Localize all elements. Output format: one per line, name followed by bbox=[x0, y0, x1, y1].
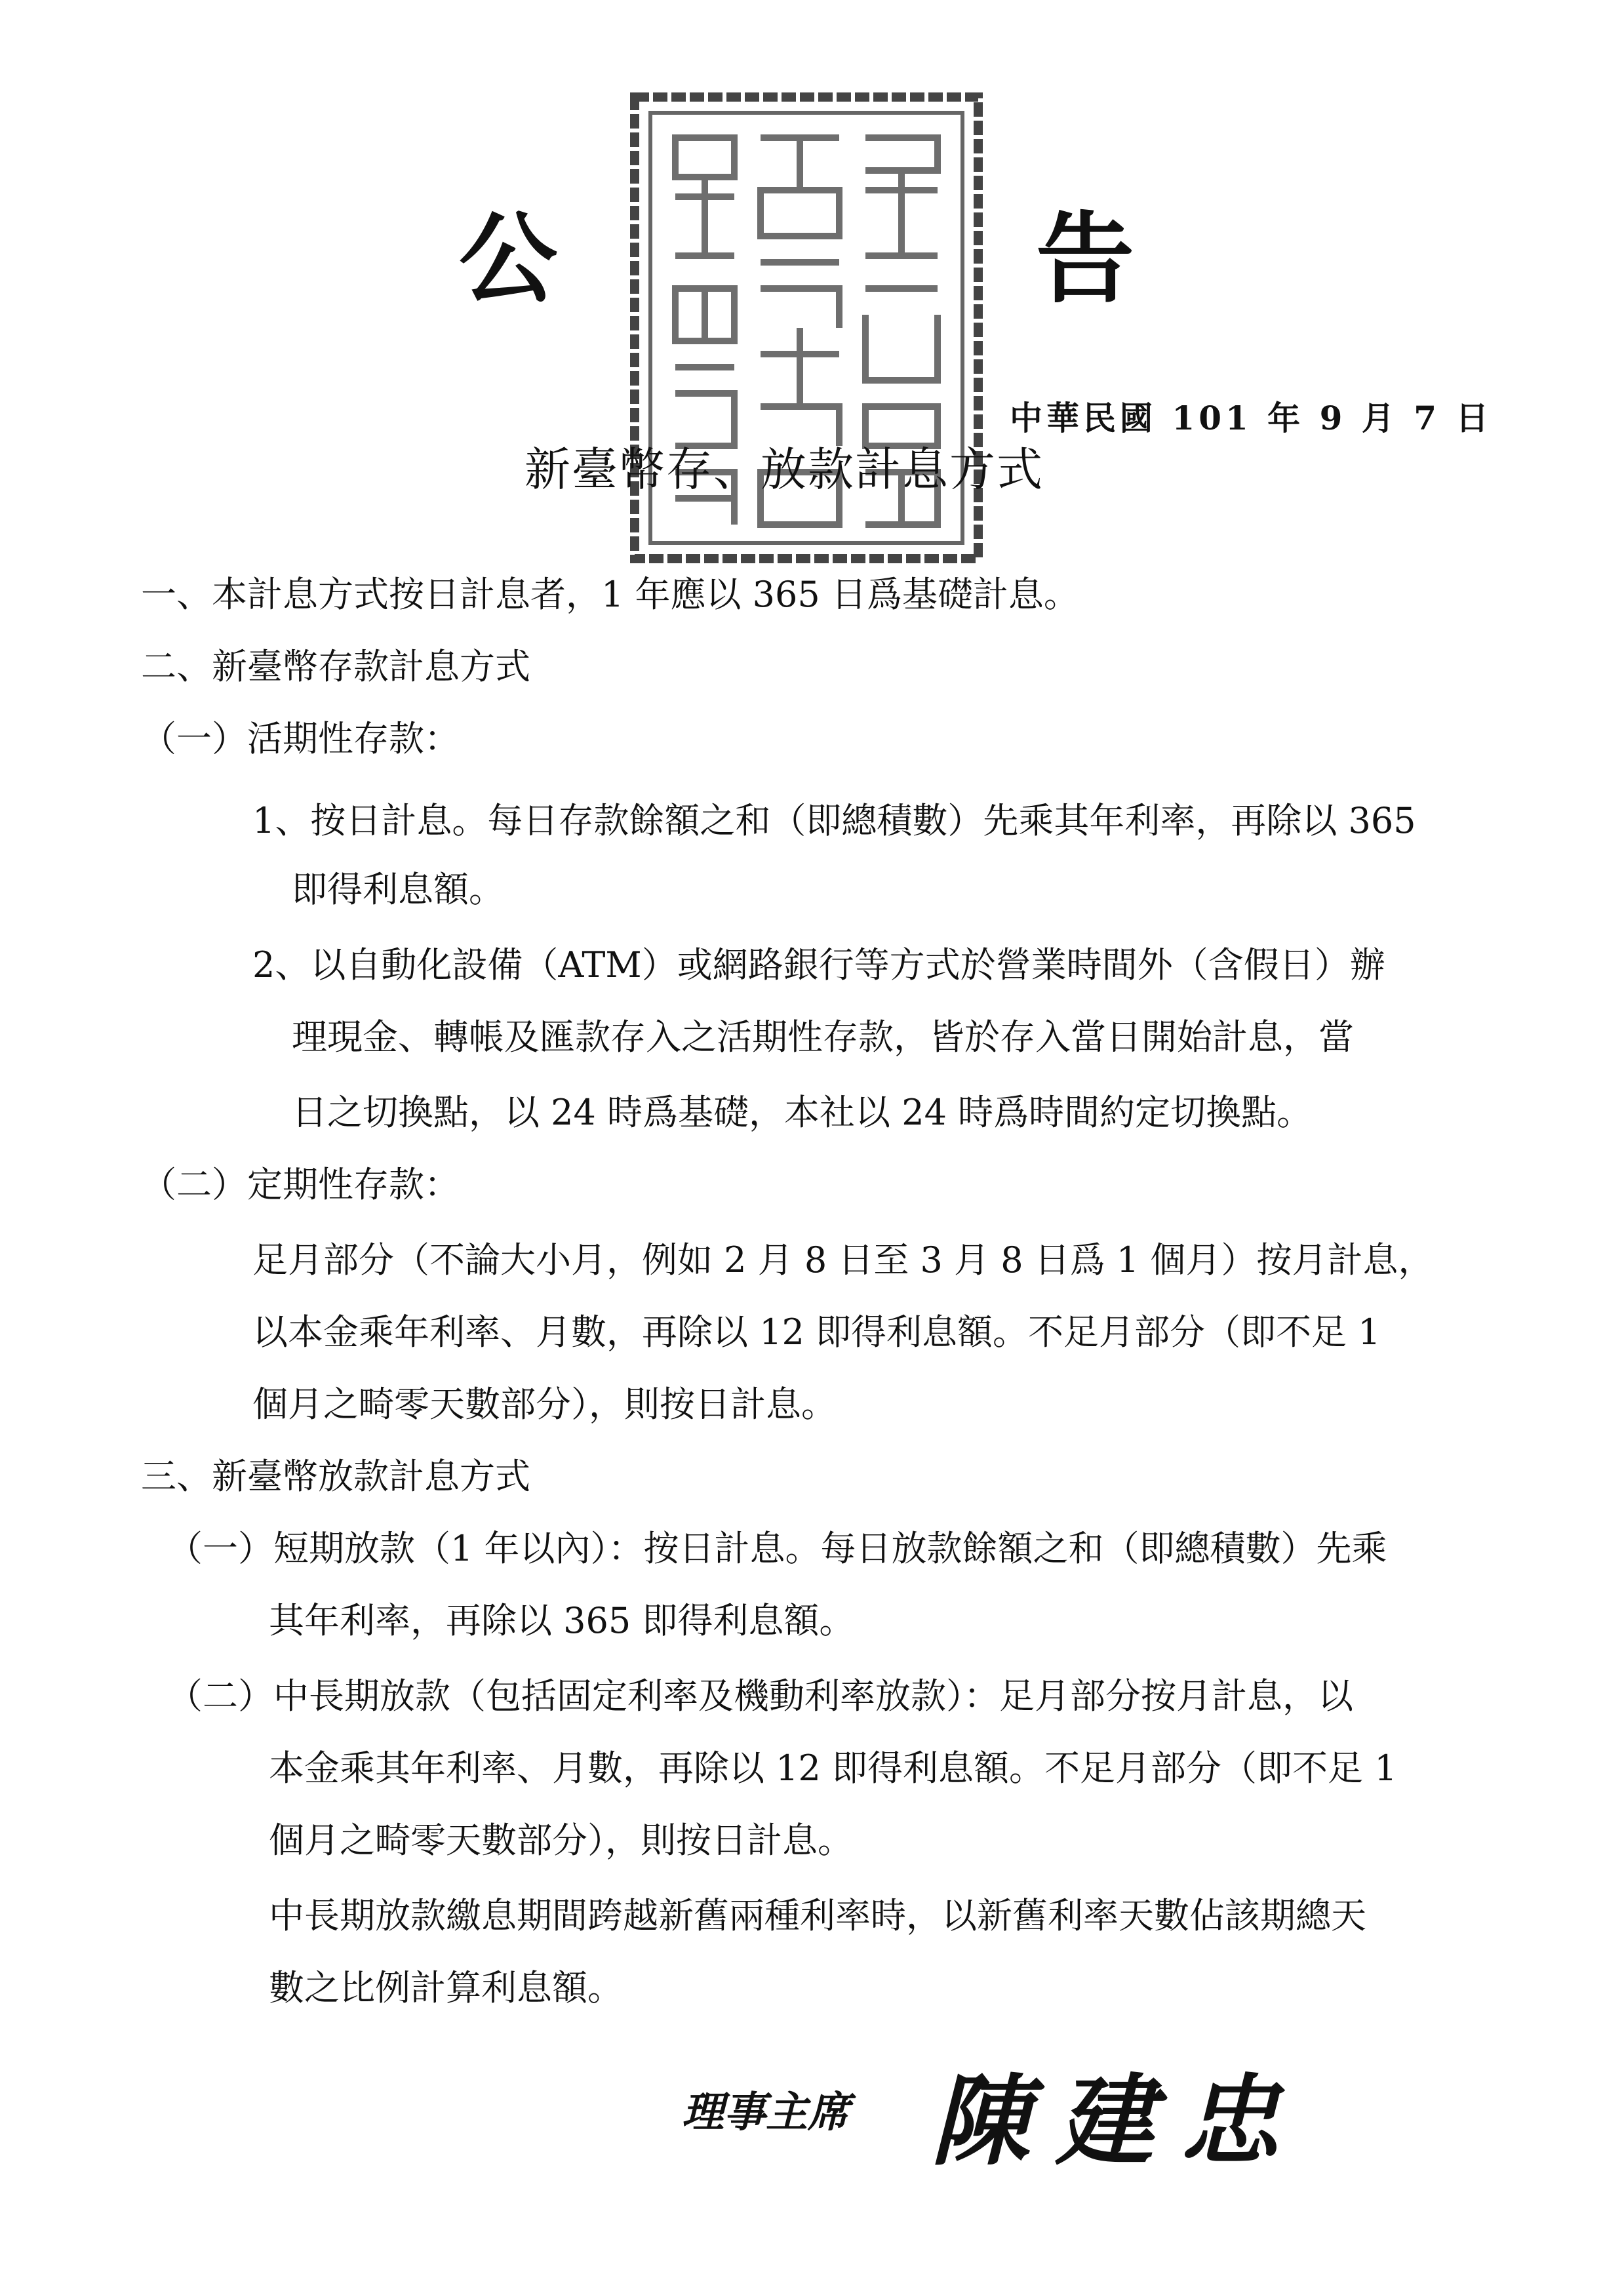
paragraph-line: 日之切換點，以 24 時爲基礎，本社以 24 時爲時間約定切換點。 bbox=[292, 1092, 1313, 1133]
paragraph-line: 本金乘其年利率、月數，再除以 12 即得利息額。不足月部分（即不足 1 bbox=[269, 1747, 1397, 1789]
notice-title-char-left: 公 bbox=[459, 201, 558, 317]
subsection-long-term-loan: （二）中長期放款（包括固定利率及機動利率放款）：足月部分按月計息，以 bbox=[167, 1675, 1353, 1717]
paragraph-line: 個月之畸零天數部分），則按日計息。 bbox=[252, 1384, 837, 1425]
subsection-time-deposit-heading: （二）定期性存款： bbox=[141, 1164, 460, 1205]
signatory-title: 理事主席 bbox=[682, 2088, 850, 2137]
subsection-demand-deposit-heading: （一）活期性存款： bbox=[141, 718, 460, 759]
paragraph-line: 足月部分（不論大小月，例如 2 月 8 日至 3 月 8 日爲 1 個月）按月計息， bbox=[252, 1239, 1434, 1281]
paragraph-line: 理現金、轉帳及匯款存入之活期性存款，皆於存入當日開始計息，當 bbox=[292, 1016, 1354, 1058]
paragraph-line: 中長期放款繳息期間跨越新舊兩種利率時，以新舊利率天數佔該期總天 bbox=[269, 1895, 1366, 1936]
notice-title-char-right: 告 bbox=[1036, 201, 1135, 317]
paragraph-line: 個月之畸零天數部分），則按日計息。 bbox=[269, 1820, 853, 1861]
section-3-heading: 三、新臺幣放款計息方式 bbox=[141, 1456, 530, 1497]
paragraph-line: 其年利率，再除以 365 即得利息額。 bbox=[269, 1600, 855, 1641]
paragraph-line: 1、按日計息。每日存款餘額之和（即總積數）先乘其年利率，再除以 365 bbox=[252, 800, 1416, 841]
subsection-short-term-loan: （一）短期放款（1 年以內）：按日計息。每日放款餘額之和（即總積數）先乘 bbox=[167, 1528, 1387, 1569]
paragraph-line: 2、以自動化設備（ATM）或網路銀行等方式於營業時間外（含假日）辦 bbox=[252, 944, 1385, 986]
document-title: 新臺幣存、放款計息方式 bbox=[525, 443, 1044, 496]
section-2-heading: 二、新臺幣存款計息方式 bbox=[141, 646, 530, 687]
paragraph-line: 以本金乘年利率、月數，再除以 12 即得利息額。不足月部分（即不足 1 bbox=[252, 1311, 1381, 1353]
paragraph-line: 即得利息額。 bbox=[292, 869, 504, 910]
notice-date: 中華民國 101 年 9 月 7 日 bbox=[1010, 399, 1493, 437]
section-1-text: 一、本計息方式按日計息者，1 年應以 365 日爲基礎計息。 bbox=[141, 574, 1079, 615]
paragraph-line: 數之比例計算利息額。 bbox=[269, 1967, 623, 2008]
signature: 陳建忠 bbox=[931, 2064, 1305, 2179]
